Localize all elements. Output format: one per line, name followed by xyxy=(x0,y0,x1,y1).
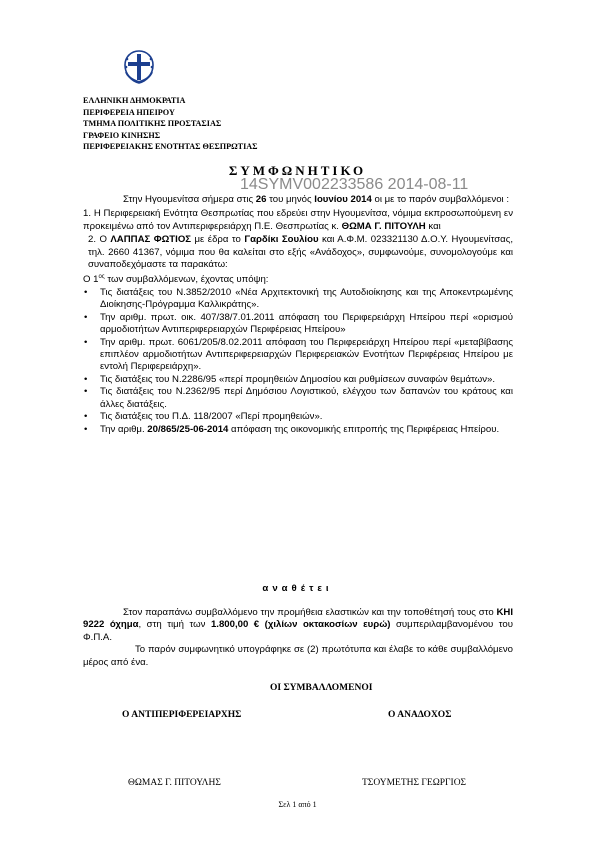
header-line: ΤΜΗΜΑ ΠΟΛΙΤΙΚΗΣ ΠΡΟΣΤΑΣΙΑΣ xyxy=(83,119,222,128)
assigns-heading: αναθέτει xyxy=(262,583,333,594)
greek-emblem-icon xyxy=(122,50,156,84)
left-signatory-name: ΘΩΜΑΣ Γ. ΠΙΤΟΥΛΗΣ xyxy=(128,778,221,788)
document-title: ΣΥΜΦΩΝΗΤΙΚΟ xyxy=(228,163,367,178)
party-one: 1. Η Περιφερειακή Ενότητα Θεσπρωτίας που εδρεύει στην Ηγουμενίτσα, νόμιμα εκπροσωπούμενη εν προκειμένω από τον Αντιπεριφερειάρχη Π.Ε. Θεσπρωτίας κ. ΘΩΜΑ Γ. ΠΙΤΟΥΛΗ και xyxy=(83,208,513,232)
issuer-header xyxy=(83,95,258,153)
right-signatory-name: ΤΣΟΥΜΕΤΗΣ ΓΕΩΡΓΙΟΣ xyxy=(362,778,467,788)
list-item: • Την αριθμ. 20/865/25-06-2014 απόφαση της οικονομικής επιτροπής της Περιφέρειας Ηπείρου. xyxy=(83,424,513,436)
list-item: • Την αριθμ. πρωτ. 6061/205/8.02.2011 απόφαση του Περιφερειάρχη Ηπείρου περί «μεταβίβασης επιπλέον αρμοδιοτήτων Αντιπεριφερειαρχών Περιφερειακών Ενοτήτων Περιφέρειας Ηπείρου με εντολή Περιφερειάρχη». xyxy=(83,337,513,374)
assignment-paragraph: Στον παραπάνω συμβαλλόμενο την προμήθεια ελαστικών και την τοποθέτησή τους στο ΚΗΙ 9222 όχημα, στη τιμή των 1.800,00 € (χιλίων οκτακοσίων ευρώ) συμπεριλαμβανομένου του Φ.Π.Α. xyxy=(83,607,514,643)
list-item: • Τις διατάξεις του Ν.2362/95 περί Δημόσιου Λογιστικού, ελέγχου των δαπανών του κράτους και άλλες διατάξεις. xyxy=(83,386,513,411)
copies-paragraph: Το παρόν συμφωνητικό υπογράφηκε σε (2) πρωτότυπα και έλαβε το κάθε συμβαλλόμενο μέρος από ένα. xyxy=(83,644,513,668)
list-item: • Τις διατάξεις του Π.Δ. 118/2007 «Περί προμηθειών». xyxy=(83,411,513,423)
list-item: • Τις διατάξεις του Ν.3852/2010 «Νέα Αρχιτεκτονική της Αυτοδιοίκησης και της Αποκεντρωμένης Διοίκησης-Πρόγραμμα Καλλικράτης». xyxy=(83,287,513,312)
header-line: ΠΕΡΙΦΕΡΕΙΑ ΗΠΕΙΡΟΥ xyxy=(83,107,175,117)
considering-line: Ο $1^{o\varsigma}$ των συμβαλλόμενων, έχοντας υπόψη: xyxy=(83,274,269,286)
considerations-list xyxy=(83,287,513,436)
party-two: 2. Ο ΛΑΠΠΑΣ ΦΩΤΙΟΣ με έδρα το Γαρδίκι Σουλίου και Α.Φ.Μ. 023321130 Δ.Ο.Υ. Ηγουμενίτσας, τηλ. 2660 41367, νόμιμα που θα καλείται στο εξής «Ανάδοχος», συμφωνούμε, συνομολογούμε και συναποδεχόμαστε τα παρακάτω: xyxy=(88,234,513,271)
agreement-body xyxy=(83,194,513,436)
header-line: ΕΛΛΗΝΙΚΗ ΔΗΜΟΚΡΑΤΙΑ xyxy=(83,96,186,105)
registry-stamp: 14SYMV002233586 2014-08-11 xyxy=(240,176,469,193)
signatories-heading: ΟΙ ΣΥΜΒΑΛΛΟΜΕΝΟΙ xyxy=(270,683,373,693)
header-line: ΠΕΡΙΦΕΡΕΙΑΚΗΣ ΕΝΟΤΗΤΑΣ ΘΕΣΠΡΩΤΙΑΣ xyxy=(83,142,258,151)
right-signatory-role: Ο ΑΝΑΔΟΧΟΣ xyxy=(388,710,452,720)
page-number: Σελ 1 από 1 xyxy=(278,800,317,809)
header-line: ΓΡΑΦΕΙΟ ΚΙΝΗΣΗΣ xyxy=(83,130,161,140)
intro-paragraph: Στην Ηγουμενίτσα σήμερα στις 26 του μηνός Ιουνίου 2014 οι με το παρόν συμβαλλόμενοι : xyxy=(123,194,509,205)
assignment-section xyxy=(83,607,513,669)
left-signatory-role: Ο ΑΝΤΙΠΕΡΙΦΕΡΕΙΑΡΧΗΣ xyxy=(122,710,242,720)
list-item: • Τις διατάξεις του Ν.2286/95 «περί προμηθειών Δημοσίου και ρυθμίσεων συναφών θεμάτων». xyxy=(83,374,513,386)
list-item: • Την αριθμ. πρωτ. οικ. 407/38/7.01.2011 απόφαση του Περιφερειάρχη Ηπείρου περί «ορισμού αρμοδιοτήτων Αντιπεριφερειαρχών Περιφέρειας Ηπείρου» xyxy=(83,312,513,337)
